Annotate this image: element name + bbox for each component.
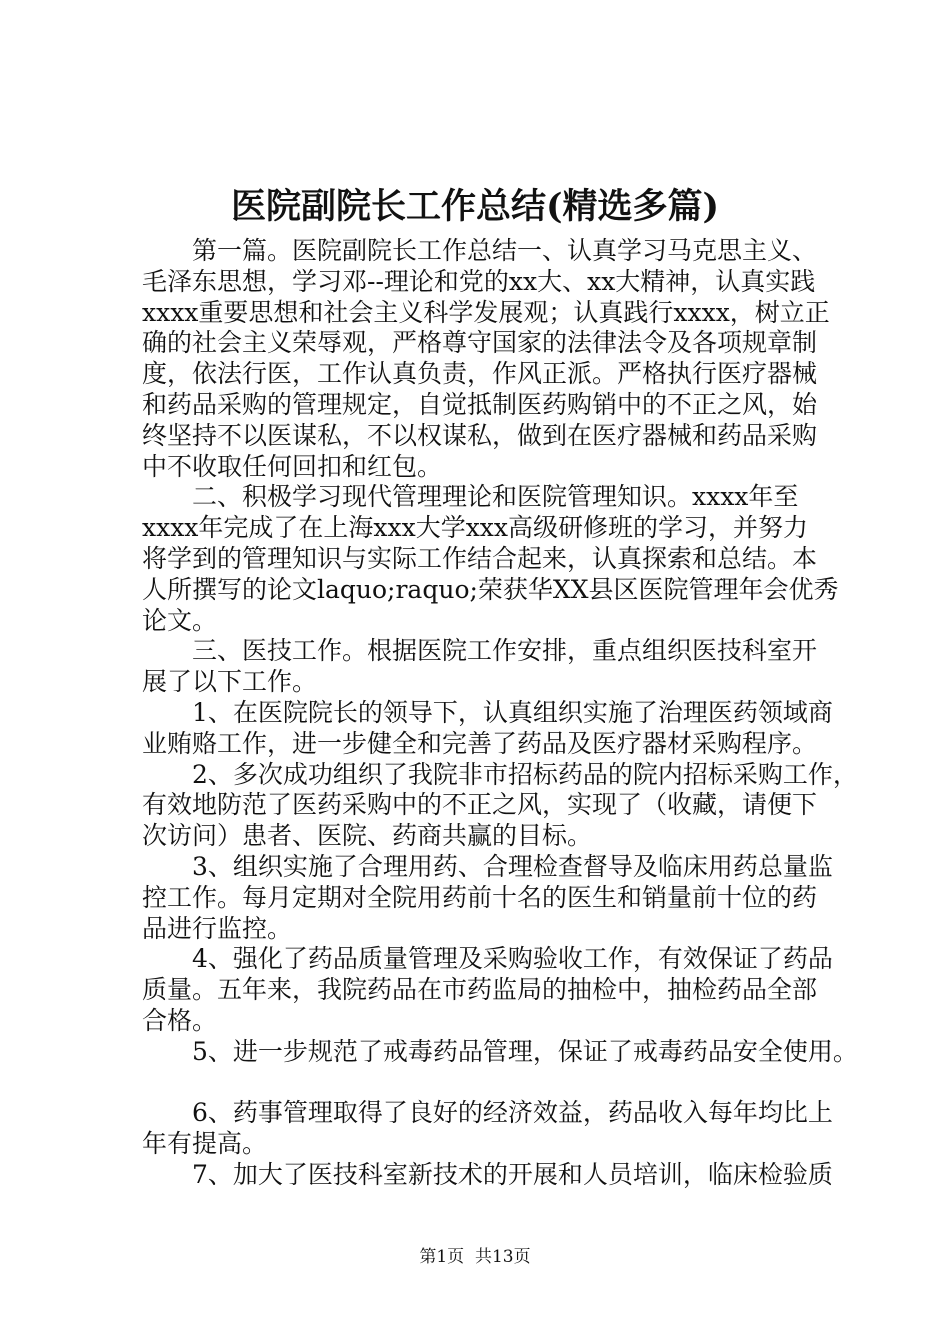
text-line: 7、加大了医技科室新技术的开展和人员培训，临床检验质 bbox=[142, 1159, 833, 1189]
blank-line bbox=[142, 1068, 842, 1099]
text-line: 和药品采购的管理规定，自觉抵制医药购销中的不正之风，始 bbox=[142, 389, 818, 419]
text-line: 度，依法行医，工作认真负责，作风正派。严格执行医疗器械 bbox=[142, 359, 818, 389]
text-line: 确的社会主义荣辱观，严格尊守国家的法律法令及各项规章制 bbox=[142, 328, 818, 358]
text-line: 终坚持不以医谋私，不以权谋私，做到在医疗器械和药品采购 bbox=[142, 420, 818, 450]
document-body bbox=[142, 236, 858, 1191]
text-line: 论文。 bbox=[142, 605, 218, 635]
text-line: 2、多次成功组织了我院非市招标药品的院内招标采购工作， bbox=[142, 759, 858, 789]
text-line: 有效地防范了医药采购中的不正之风，实现了（收藏，请便下 bbox=[142, 790, 818, 820]
text-line: 毛泽东思想，学习邓--理论和党的xx大、xx大精神，认真实践 bbox=[142, 266, 816, 296]
text-line: 控工作。每月定期对全院用药前十名的医生和销量前十位的药 bbox=[142, 882, 818, 912]
text-line: 中不收取任何回扣和红包。 bbox=[142, 451, 443, 481]
text-line: 将学到的管理知识与实际工作结合起来，认真探索和总结。本 bbox=[142, 543, 818, 573]
text-line: 人所撰写的论文laquo;raquo;荣获华XX县区医院管理年会优秀 bbox=[142, 574, 839, 604]
text-line: 业贿赂工作，进一步健全和完善了药品及医疗器材采购程序。 bbox=[142, 728, 818, 758]
text-line: 5、进一步规范了戒毒药品管理，保证了戒毒药品安全使用。 bbox=[142, 1036, 858, 1066]
text-line: 三、医技工作。根据医院工作安排，重点组织医技科室开 bbox=[142, 636, 818, 666]
text-line: 二、积极学习现代管理理论和医院管理知识。xxxx年至 bbox=[142, 482, 799, 512]
text-line: 展了以下工作。 bbox=[142, 667, 318, 697]
text-line: 1、在医院院长的领导下，认真组织实施了治理医药领域商 bbox=[142, 697, 833, 727]
page-footer: 第1页 共13页 bbox=[419, 1247, 531, 1267]
text-line: 第一篇。医院副院长工作总结一、认真学习马克思主义、 bbox=[142, 236, 818, 265]
text-line: 次访问）患者、医院、药商共赢的目标。 bbox=[142, 821, 593, 851]
document-title: 医院副院长工作总结(精选多篇) bbox=[230, 186, 720, 227]
text-line: 3、组织实施了合理用药、合理检查督导及临床用药总量监 bbox=[142, 851, 833, 881]
text-line: 品进行监控。 bbox=[142, 913, 293, 943]
text-line: 4、强化了药品质量管理及采购验收工作，有效保证了药品 bbox=[142, 944, 833, 974]
text-line: 6、药事管理取得了良好的经济效益，药品收入每年均比上 bbox=[142, 1098, 833, 1128]
text-line: xxxx重要思想和社会主义科学发展观；认真践行xxxx，树立正 bbox=[142, 297, 830, 327]
text-line: 质量。五年来，我院药品在市药监局的抽检中，抽检药品全部 bbox=[142, 975, 818, 1005]
text-line: xxxx年完成了在上海xxx大学xxx高级研修班的学习，并努力 bbox=[142, 513, 808, 543]
text-line: 合格。 bbox=[142, 1005, 218, 1035]
text-line: 年有提高。 bbox=[142, 1129, 268, 1159]
